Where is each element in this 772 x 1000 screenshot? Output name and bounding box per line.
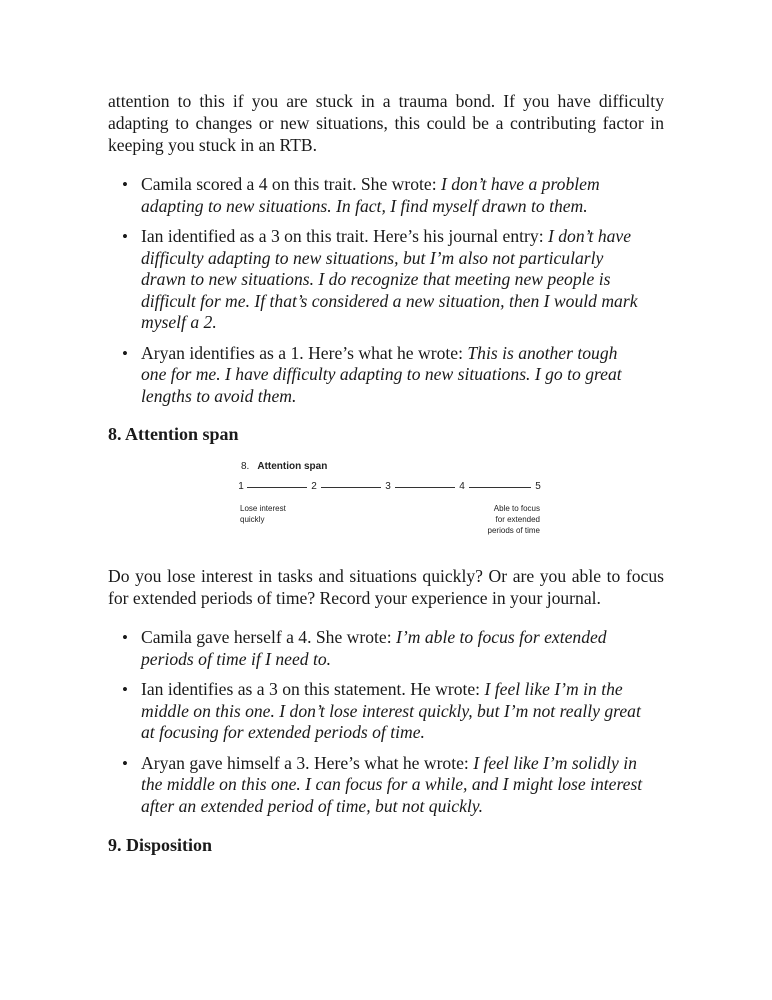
bullet-icon: • (122, 680, 128, 699)
list-item (108, 226, 664, 334)
scale-tick-3: 3 (385, 481, 391, 492)
bullet-lead: Camila gave herself a 4. She wrote: (141, 627, 397, 647)
bullet-icon: • (122, 628, 128, 647)
bullet-icon: • (122, 753, 128, 773)
list-item (108, 343, 664, 408)
bullet-lead: Ian identifies as a 3 on this statement. He wrote: (141, 679, 485, 699)
bullet-quote: I don’t have a problem adapting to new situations. In fact, I find myself drawn to them. (141, 174, 600, 216)
scale-title (241, 461, 327, 472)
bullet-quote: I feel like I’m in the middle on this one. I don’t lose interest quickly, but I’m not really great at focusing for extended periods of time. (141, 679, 641, 742)
attention-question-paragraph: Do you lose interest in tasks and situations quickly? Or are you able to focus for extended periods of time? Record your experience in your journal. (108, 566, 664, 608)
list-item (108, 753, 664, 818)
scale-name: Attention span (257, 461, 328, 472)
scale-line-segment (247, 487, 307, 488)
bullet-icon: • (122, 175, 128, 194)
scale-line-segment (469, 487, 531, 488)
list-item (108, 679, 664, 744)
scale-line-segment (395, 487, 455, 488)
bullet-quote: I feel like I’m solidly in the middle on this one. I can focus for a while, and I might lose interest after an extended period of time, but not quickly. (141, 752, 643, 816)
intro-paragraph: attention to this if you are stuck in a trauma bond. If you have difficulty adapting to changes or new situations, this could be a contributing factor in keeping you stuck in an RTB. (108, 91, 664, 155)
bullet-lead: Aryan gave himself a 3. Here’s what he wrote: (141, 752, 474, 773)
attention-examples-list (108, 627, 664, 817)
scale-left-label: Lose interest quickly (240, 504, 286, 524)
adaptability-examples-list (108, 174, 664, 407)
scale-tick-4: 4 (459, 481, 465, 492)
bullet-lead: Aryan identifies as a 1. Here’s what he wrote: (141, 342, 468, 363)
bullet-icon: • (122, 227, 128, 246)
page-content (108, 90, 664, 856)
section-heading-attention-span: 8. Attention span (108, 424, 239, 444)
scale-number: 8. (241, 461, 250, 472)
bullet-lead: Camila scored a 4 on this trait. She wrote: (141, 174, 442, 194)
list-item (108, 174, 664, 217)
bullet-lead: Ian identified as a 3 on this trait. Here’s his journal entry: (141, 226, 548, 246)
bullet-quote: This is another tough one for me. I have difficulty adapting to new situations. I go to great lengths to avoid them. (141, 342, 622, 406)
bullet-quote: I’m able to focus for extended periods of time if I need to. (141, 627, 607, 669)
scale-right-label: Able to focus for extended periods of time (487, 504, 540, 535)
list-item (108, 627, 664, 670)
section-heading-disposition: 9. Disposition (108, 835, 213, 855)
bullet-icon: • (122, 343, 128, 363)
attention-span-scale-figure (108, 455, 664, 547)
scale-tick-2: 2 (311, 481, 317, 492)
scale-tick-1: 1 (238, 481, 244, 492)
scale-line-segment (321, 487, 381, 488)
bullet-quote: I don’t have difficulty adapting to new situations, but I’m also not particularly drawn to new situations. I do recognize that meeting new people is difficult for me. If that’s considered a new situation, then I would mark myself a 2. (141, 226, 638, 332)
scale-tick-5: 5 (535, 481, 541, 492)
